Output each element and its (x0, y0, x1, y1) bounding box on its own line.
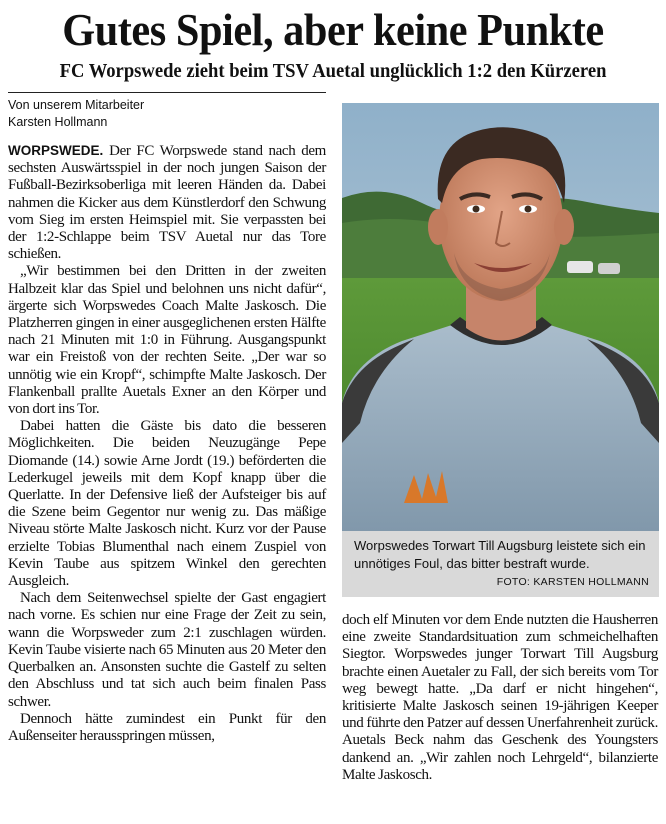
article-column-2 (342, 612, 658, 784)
byline-rule (8, 92, 326, 93)
paragraph-text: Der FC Worpswede stand nach dem sechsten Auswärtsspiel in der noch jungen Saison der Fußball-Bezirksoberliga mit leeren Händen da. Dabei nahmen die Kicker aus dem Künstlerdorf den Schwung vom Sieg im ersten Heimspiel mit. Sie verpassten bei der 1:2-Schlappe beim TSV Auetal nur das Tore schießen. (8, 143, 326, 263)
article-paragraph: Dennoch hätte zumindest ein Punkt für den Außenseiter herausspringen müssen, (8, 710, 326, 744)
byline-author: Karsten Hollmann (8, 115, 108, 129)
player-photo (342, 103, 659, 531)
subheadline: FC Worpswede zieht beim TSV Auetal unglücklich 1:2 den Kürzeren (59, 60, 607, 82)
article-column-1 (8, 142, 326, 745)
article-paragraph: „Wir bestimmen bei den Dritten in der zweiten Halbzeit klar das Spiel und belohnen uns nicht dafür“, ärgerte sich Worpswedes Coach Malte Jaskosch. Die Platzherren gingen in einer ausgeglichenen ersten Hälfte nach 21 Minuten mit 1:0 in Führung. Ausgangspunkt war ein Freistoß von der rechten Seite. „Der war so unnötig wie ein Kropf“, schimpfte Malte Jaskosch. Der Flankenball prallte Auetals Exner an den Körper und von dort ins Tor. (8, 263, 326, 418)
photo-credit: FOTO: KARSTEN HOLLMANN (496, 576, 649, 588)
byline-role: Von unserem Mitarbeiter (8, 98, 145, 112)
article-paragraph: Nach dem Seitenwechsel spielte der Gast engagiert nach vorne. Es schien nur eine Frage der Zeit zu sein, wann die Worpsweder zum 2:1 zuschlagen würden. Kevin Taube visierte nach 65 Minuten aus 20 Meter den Querbalken an. Ansonsten suchte die Gastelf zu selten den Abschluss und tat sich auch beim finalen Pass schwer. (8, 590, 326, 710)
dateline: WORPSWEDE. (8, 143, 104, 158)
photo-caption (342, 531, 659, 597)
caption-text: Worpswedes Torwart Till Augsburg leistete sich ein unnötiges Foul, das bitter bestraft wurde. (354, 538, 646, 571)
article-paragraph: doch elf Minuten vor dem Ende nutzten die Hausherren eine zweite Standardsituation zum schmeichelhaften Siegtor. Worpswedes junger Torwart Till Augsburg brachte einen Auetaler zu Fall, der sich bereits vom Tor weg bewegt hatte. „Da darf er nicht hingehen“, kritisierte Malte Jaskosch seinen 19-jährigen Keeper und führte den Patzer auf dessen Unerfahrenheit zurück. Auetals Beck nahm das Geschenk des Youngsters dankend an. „Wir zahlen noch Lehrgeld“, bilanzierte Malte Jaskosch. (342, 612, 658, 783)
headline: Gutes Spiel, aber keine Punkte (62, 4, 604, 55)
article-paragraph: Dabei hatten die Gäste bis dato die besseren Möglichkeiten. Die beiden Neuzugänge Pepe Diomande (14.) sowie Arne Jordt (19.) beförderten die Lederkugel jeweils mit dem Kopf knapp über die Querlatte. In der Defensive ließ der Aufsteiger bis auf die Szene beim Gegentor nur wenig zu. Das mäßige Niveau störte Malte Jaskosch nicht. Kurz vor der Pause erzielte Tobias Blumenthal nach einem Zuspiel von Kevin Taube aus spitzem Winkel den gerechten Ausgleich. (8, 418, 326, 590)
article-paragraph (8, 142, 326, 263)
byline (8, 97, 326, 131)
player-photo-graphic (342, 103, 659, 531)
